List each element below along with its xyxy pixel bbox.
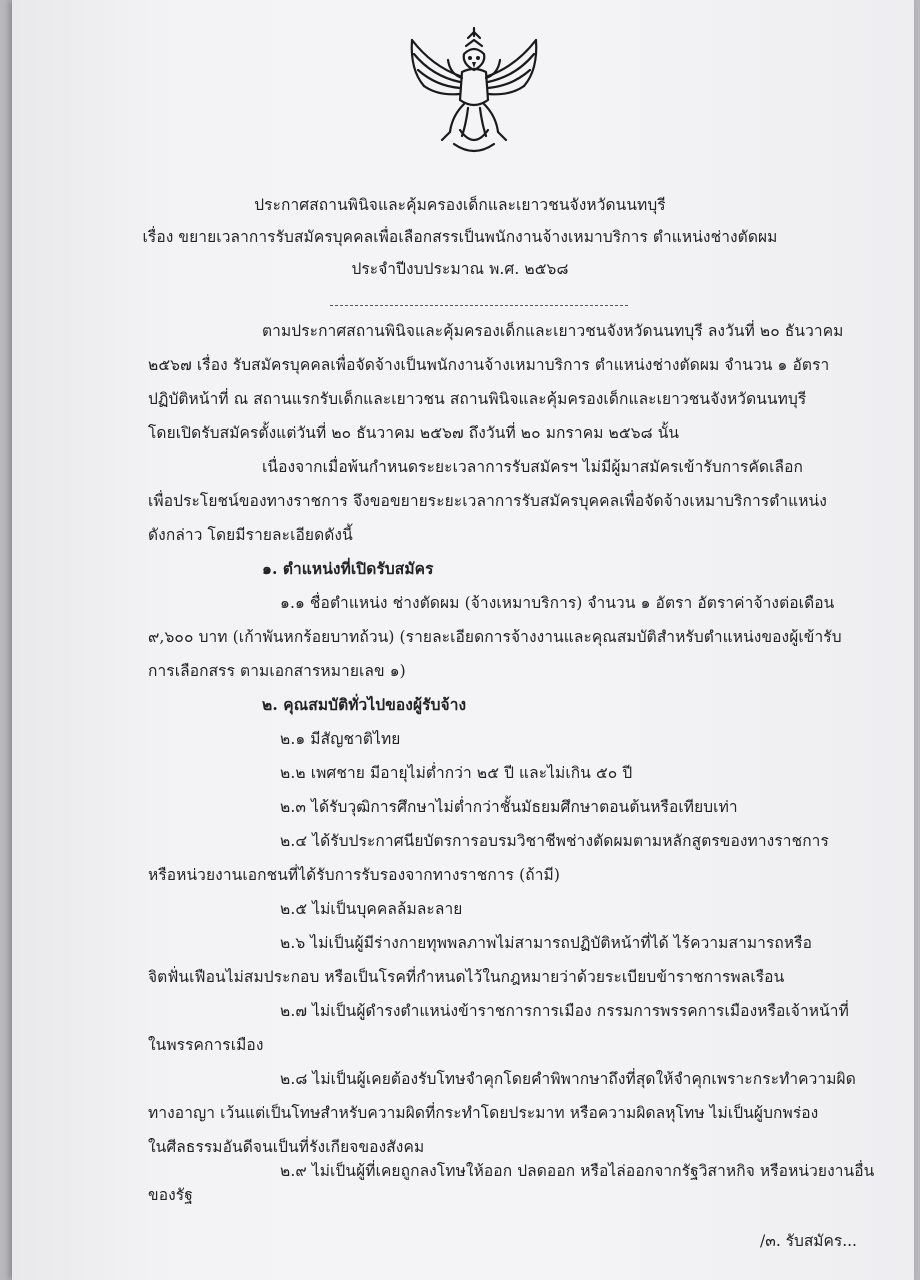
divider — [330, 305, 628, 306]
paragraph-line: เนื่องจากเมื่อพ้นกำหนดระยะเวลาการรับสมัครฯ ไม่มีผู้มาสมัครเข้ารับการคัดเลือก — [262, 458, 803, 476]
paragraph-line: โดยเปิดรับสมัครตั้งแต่วันที่ ๒๐ ธันวาคม ๒๕๖๗ ถึงวันที่ ๒๐ มกราคม ๒๕๖๘ นั้น — [148, 424, 680, 442]
list-item: ทางอาญา เว้นแต่เป็นโทษสำหรับความผิดที่กระทำโดยประมาท หรือความผิดลหุโทษ ไม่เป็นผู้บกพร่อง — [148, 1104, 819, 1122]
fiscal-year: ประจำปีงบประมาณ พ.ศ. ๒๕๖๘ — [351, 260, 569, 278]
list-item: จิตฟั่นเฟือนไม่สมประกอบ หรือเป็นโรคที่กำหนดไว้ในกฎหมายว่าด้วยระเบียบข้าราชการพลเรือน — [148, 968, 785, 986]
section-heading: ๑. ตำแหน่งที่เปิดรับสมัคร — [262, 559, 434, 578]
list-item: ๒.๓ ได้รับวุฒิการศึกษาไม่ต่ำกว่าชั้นมัธยมศึกษาตอนต้นหรือเทียบเท่า — [280, 798, 738, 816]
list-item: ๒.๗ ไม่เป็นผู้ดำรงตำแหน่งข้าราชการการเมือง กรรมการพรรคการเมืองหรือเจ้าหน้าที่ — [280, 1002, 849, 1020]
paragraph-line: ตามประกาศสถานพินิจและคุ้มครองเด็กและเยาวชนจังหวัดนนทบุรี ลงวันที่ ๒๐ ธันวาคม — [262, 322, 844, 340]
list-item: ๒.๕ ไม่เป็นบุคคลล้มละลาย — [280, 900, 463, 918]
announcement-title: ประกาศสถานพินิจและคุ้มครองเด็กและเยาวชนจังหวัดนนทบุรี — [254, 196, 666, 214]
list-item: ของรัฐ — [148, 1186, 193, 1204]
garuda-emblem-icon — [402, 20, 546, 160]
list-item: ๒.๘ ไม่เป็นผู้เคยต้องรับโทษจำคุกโดยคำพิพากษาถึงที่สุดให้จำคุกเพราะกระทำความผิด — [280, 1070, 856, 1088]
paragraph-line: เพื่อประโยชน์ของทางราชการ จึงขอขยายระยะเวลาการรับสมัครบุคคลเพื่อจัดจ้างเหมาบริการตำแหน่ง — [148, 492, 827, 510]
list-item: การเลือกสรร ตามเอกสารหมายเลข ๑) — [148, 662, 406, 680]
section-heading: ๒. คุณสมบัติทั่วไปของผู้รับจ้าง — [262, 695, 467, 714]
list-item: ๒.๔ ได้รับประกาศนียบัตรการอบรมวิชาชีพช่างตัดผมตามหลักสูตรของทางราชการ — [280, 832, 829, 850]
list-item: ในพรรคการเมือง — [148, 1036, 264, 1054]
paragraph-line: ๒๕๖๗ เรื่อง รับสมัครบุคคลเพื่อจัดจ้างเป็นพนักงานจ้างเหมาบริการ ตำแหน่งช่างตัดผม จำนวน ๑ อัตรา — [148, 356, 830, 374]
list-item: ๒.๑ มีสัญชาติไทย — [280, 730, 401, 748]
continuation-note: /๓. รับสมัคร... — [760, 1232, 857, 1250]
list-item: ในศีลธรรมอันดีจนเป็นที่รังเกียจของสังคม — [148, 1138, 425, 1156]
paragraph-line: ปฏิบัติหน้าที่ ณ สถานแรกรับเด็กและเยาวชน สถานพินิจและคุ้มครองเด็กและเยาวชนจังหวัดนนทบุรี — [148, 390, 807, 408]
list-item: ๙,๖๐๐ บาท (เก้าพันหกร้อยบาทถ้วน) (รายละเอียดการจ้างงานและคุณสมบัติสำหรับตำแหน่งของผู้เข้ารับ — [148, 628, 842, 646]
paragraph-line: ดังกล่าว โดยมีรายละเอียดดังนี้ — [148, 526, 353, 544]
announcement-subject: เรื่อง ขยายเวลาการรับสมัครบุคคลเพื่อเลือกสรรเป็นพนักงานจ้างเหมาบริการ ตำแหน่งช่างตัดผม — [142, 228, 778, 246]
list-item: ๒.๖ ไม่เป็นผู้มีร่างกายทุพพลภาพไม่สามารถปฏิบัติหน้าที่ได้ ไร้ความสามารถหรือ — [280, 934, 813, 952]
list-item: ๑.๑ ชื่อตำแหน่ง ช่างตัดผม (จ้างเหมาบริการ) จำนวน ๑ อัตรา อัตราค่าจ้างต่อเดือน — [280, 594, 835, 612]
list-item: หรือหน่วยงานเอกชนที่ได้รับการรับรองจากทางราชการ (ถ้ามี) — [148, 866, 560, 884]
list-item: ๒.๙ ไม่เป็นผู้ที่เคยถูกลงโทษให้ออก ปลดออก หรือไล่ออกจากรัฐวิสาหกิจ หรือหน่วยงานอื่น — [280, 1162, 875, 1180]
list-item: ๒.๒ เพศชาย มีอายุไม่ต่ำกว่า ๒๕ ปี และไม่เกิน ๕๐ ปี — [280, 764, 633, 782]
